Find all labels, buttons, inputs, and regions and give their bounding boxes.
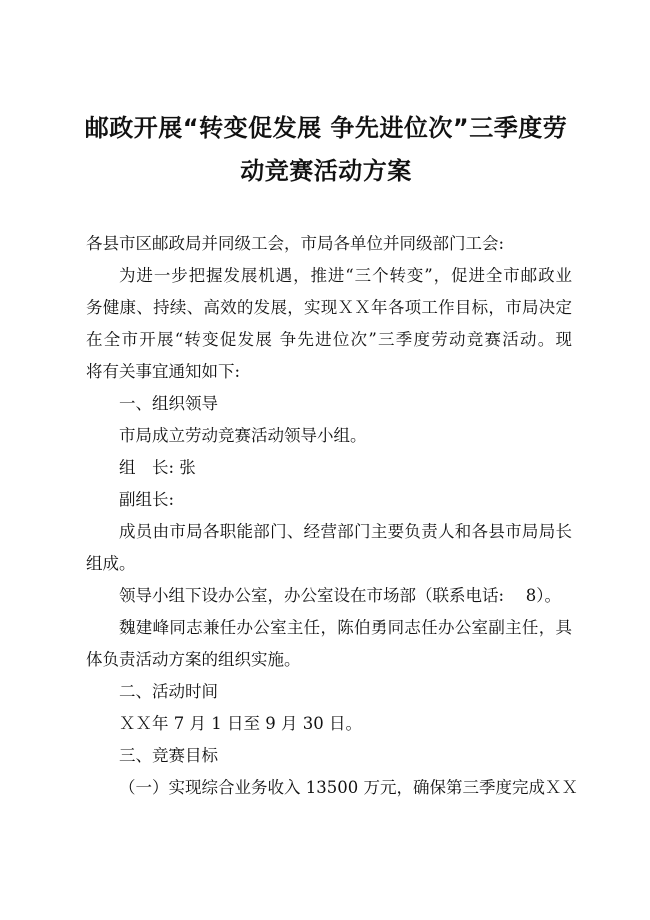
office-line: 领导小组下设办公室，办公室设在市场部（联系电话: 8）。 <box>119 586 562 605</box>
group-leader-line: 组 长: 张 <box>119 458 196 477</box>
intro-paragraph-line-4: 将有关事宜通知如下: <box>86 362 241 381</box>
intro-paragraph-line-2: 务健康、持续、高效的发展，实现ＸＸ年各项工作目标，市局决定 <box>86 298 572 317</box>
intro-paragraph-line-3: 在全市开展“转变促发展 争先进位次”三季度劳动竞赛活动。现 <box>86 330 572 349</box>
members-line-2: 组成。 <box>86 554 136 573</box>
director-line-1: 魏建峰同志兼任办公室主任，陈伯勇同志任办公室副主任，具 <box>119 618 572 637</box>
activity-period: ＸＸ年 7 月 1 日至 9 月 30 日。 <box>119 714 362 733</box>
section-1-paragraph: 市局成立劳动竞赛活动领导小组。 <box>119 426 367 445</box>
director-line-2: 体负责活动方案的组织实施。 <box>86 650 301 669</box>
intro-paragraph-line-1: 为进一步把握发展机遇，推进“三个转变”，促进全市邮政业 <box>119 266 572 285</box>
members-line-1: 成员由市局各职能部门、经营部门主要负责人和各县市局局长 <box>119 522 572 541</box>
section-2-heading: 二、活动时间 <box>119 682 218 701</box>
document-title-line-1: 邮政开展“转变促发展 争先进位次”三季度劳 <box>84 114 568 142</box>
deputy-leader-line: 副组长: <box>119 490 175 509</box>
section-3-heading: 三、竞赛目标 <box>119 746 218 765</box>
section-1-heading: 一、组织领导 <box>119 394 218 413</box>
target-item-1: （一）实现综合业务收入 13500 万元，确保第三季度完成ＸＸ <box>119 778 578 797</box>
document-title-line-2: 动竞赛活动方案 <box>240 157 412 185</box>
salutation: 各县市区邮政局并同级工会，市局各单位并同级部门工会: <box>86 234 505 253</box>
